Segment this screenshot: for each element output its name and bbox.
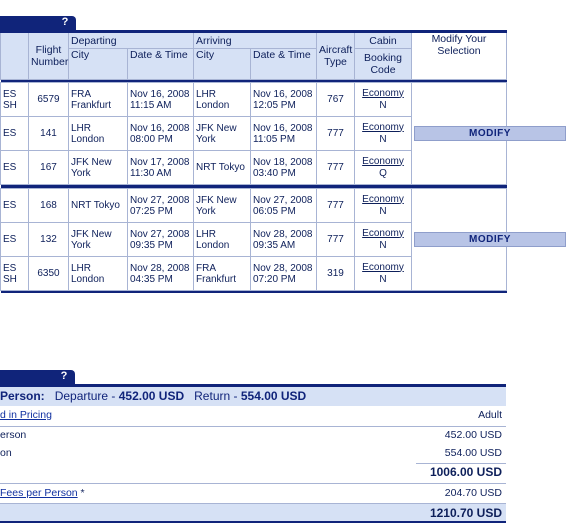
departing-datetime: Nov 16, 2008 08:00 PM xyxy=(128,117,194,151)
return-label: Return - xyxy=(194,389,238,403)
pricing-header-row xyxy=(0,409,506,425)
departure-label: Departure - xyxy=(54,389,116,403)
airline-cell: ES xyxy=(1,151,29,185)
included-in-pricing-link[interactable]: d in Pricing xyxy=(0,409,52,421)
aircraft-type: 767 xyxy=(317,83,355,117)
arriving-datetime-header: Date & Time xyxy=(251,49,317,80)
flights-table xyxy=(0,30,511,293)
booking-code-header: Booking Code xyxy=(355,49,412,80)
subtotal-value: 1006.00 USD xyxy=(429,465,502,479)
arriving-datetime: Nov 28, 2008 07:20 PM xyxy=(251,257,317,291)
arriving-city: LHR London xyxy=(194,223,251,257)
airline-cell: ES SH xyxy=(1,83,29,117)
aircraft-type: 777 xyxy=(317,189,355,223)
airline-cell: ES SH xyxy=(1,257,29,291)
cabin-cell: Economy N xyxy=(355,117,412,151)
modify-outbound-button[interactable]: MODIFY xyxy=(414,126,566,141)
aircraft-type: 777 xyxy=(317,223,355,257)
price-per-person-bar xyxy=(0,384,506,406)
departing-city: LHR London xyxy=(69,117,128,151)
total-row xyxy=(0,503,506,521)
departure-value: 452.00 USD xyxy=(118,389,185,403)
cabin-cell: Economy N xyxy=(355,223,412,257)
arriving-datetime: Nov 28, 2008 09:35 AM xyxy=(251,223,317,257)
airline-cell: ES xyxy=(1,189,29,223)
pricing-tab xyxy=(0,370,78,384)
departing-city: JFK New York xyxy=(69,151,128,185)
modify-cell-return xyxy=(412,189,511,291)
arriving-city: NRT Tokyo xyxy=(194,151,251,185)
departing-city-header: City xyxy=(69,49,128,80)
return-person-label: on xyxy=(0,447,12,459)
arriving-city-header: City xyxy=(194,49,251,80)
departing-city: LHR London xyxy=(69,257,128,291)
cabin-link[interactable]: Economy xyxy=(362,227,404,239)
arriving-datetime: Nov 16, 2008 12:05 PM xyxy=(251,83,317,117)
arriving-datetime: Nov 16, 2008 11:05 PM xyxy=(251,117,317,151)
departing-datetime: Nov 27, 2008 07:25 PM xyxy=(128,189,194,223)
arriving-datetime: Nov 18, 2008 03:40 PM xyxy=(251,151,317,185)
pricing-help-icon[interactable]: ? xyxy=(53,370,75,384)
cabin-link[interactable]: Economy xyxy=(362,87,404,99)
flights-tab xyxy=(0,16,78,30)
flight-number: 141 xyxy=(29,117,69,151)
departure-person-label: erson xyxy=(0,429,27,441)
cabin-link[interactable]: Economy xyxy=(362,155,404,167)
cabin-cell: Economy N xyxy=(355,257,412,291)
aircraft-type-header: Aircraft Type xyxy=(317,32,355,80)
airline-header xyxy=(1,32,29,80)
per-person-label: Person: xyxy=(0,389,45,403)
aircraft-type: 319 xyxy=(317,257,355,291)
help-icon[interactable]: ? xyxy=(54,16,76,30)
fees-row xyxy=(0,487,506,503)
departure-price-row xyxy=(0,429,506,445)
departing-header: Departing xyxy=(69,32,194,49)
arriving-city: LHR London xyxy=(194,83,251,117)
aircraft-type: 777 xyxy=(317,117,355,151)
airline-cell: ES xyxy=(1,117,29,151)
aircraft-type: 777 xyxy=(317,151,355,185)
departing-city: FRA Frankfurt xyxy=(69,83,128,117)
arriving-city: JFK New York xyxy=(194,117,251,151)
fees-value: 204.70 USD xyxy=(444,487,502,499)
flight-row xyxy=(1,189,507,223)
departing-datetime: Nov 17, 2008 11:30 AM xyxy=(128,151,194,185)
fees-per-person-link[interactable]: Fees per Person xyxy=(0,487,78,499)
cabin-link[interactable]: Economy xyxy=(362,193,404,205)
departing-datetime: Nov 16, 2008 11:15 AM xyxy=(128,83,194,117)
departing-city: JFK New York xyxy=(69,223,128,257)
departing-datetime: Nov 27, 2008 09:35 PM xyxy=(128,223,194,257)
modify-cell-outbound xyxy=(412,83,511,185)
flight-row xyxy=(1,83,507,117)
flight-number: 6350 xyxy=(29,257,69,291)
fees-footnote-mark: * xyxy=(77,487,85,499)
cabin-link[interactable]: Economy xyxy=(362,121,404,133)
subtotal-row xyxy=(0,465,506,482)
arriving-city: FRA Frankfurt xyxy=(194,257,251,291)
flight-number: 132 xyxy=(29,223,69,257)
departing-datetime: Nov 28, 2008 04:35 PM xyxy=(128,257,194,291)
return-value: 554.00 USD xyxy=(240,389,307,403)
departure-person-value: 452.00 USD xyxy=(444,429,502,441)
flight-number: 167 xyxy=(29,151,69,185)
modify-header: Modify Your Selection xyxy=(412,32,507,80)
bottom-border xyxy=(0,521,506,523)
return-price-row xyxy=(0,447,506,463)
cabin-cell: Economy Q xyxy=(355,151,412,185)
return-person-value: 554.00 USD xyxy=(444,447,502,459)
divider xyxy=(0,483,506,484)
cabin-cell: Economy N xyxy=(355,189,412,223)
airline-cell: ES xyxy=(1,223,29,257)
cabin-header: Cabin xyxy=(355,32,412,49)
arriving-datetime: Nov 27, 2008 06:05 PM xyxy=(251,189,317,223)
flight-number: 6579 xyxy=(29,83,69,117)
divider xyxy=(0,426,506,427)
flight-number: 168 xyxy=(29,189,69,223)
cabin-cell: Economy N xyxy=(355,83,412,117)
arriving-header: Arriving xyxy=(194,32,317,49)
subtotal-divider xyxy=(416,463,506,464)
modify-return-button[interactable]: MODIFY xyxy=(414,232,566,247)
cabin-link[interactable]: Economy xyxy=(362,261,404,273)
total-value: 1210.70 USD xyxy=(429,506,502,520)
adult-label: Adult xyxy=(478,409,502,421)
departing-datetime-header: Date & Time xyxy=(128,49,194,80)
flight-number-header: Flight Number xyxy=(29,32,69,80)
departing-city: NRT Tokyo xyxy=(69,189,128,223)
arriving-city: JFK New York xyxy=(194,189,251,223)
